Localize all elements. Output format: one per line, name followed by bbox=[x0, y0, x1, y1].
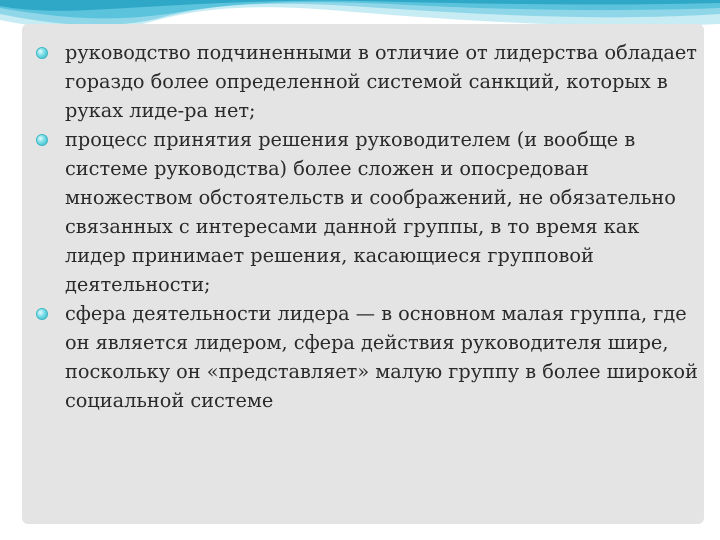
circle-bullet-icon bbox=[36, 47, 48, 59]
content-panel bbox=[22, 24, 704, 524]
bullet-text: руководство подчиненными в отличие от лидерства обладает гораздо более определенной системой санкций, которых в руках лиде-ра нет; bbox=[65, 41, 697, 122]
bullet-list bbox=[36, 38, 698, 415]
bullet-item-1 bbox=[36, 38, 698, 125]
circle-bullet-icon bbox=[36, 134, 48, 146]
bullet-item-2 bbox=[36, 125, 698, 299]
bullet-item-3 bbox=[36, 299, 698, 415]
bullet-text: сфера деятельности лидера — в основном малая группа, где он является лидером, сфера действия руководителя шире, поскольку он «представляет» малую группу в более широкой социальной системе bbox=[65, 302, 698, 412]
bullet-text: процесс принятия решения руководителем (и вообще в системе руководства) более сложен и опосредован множеством обстоятельств и соображений, не обязательно связанных с интересами данной группы, в то время как лидер принимает решения, касающиеся групповой деятельности; bbox=[65, 128, 676, 296]
circle-bullet-icon bbox=[36, 308, 48, 320]
